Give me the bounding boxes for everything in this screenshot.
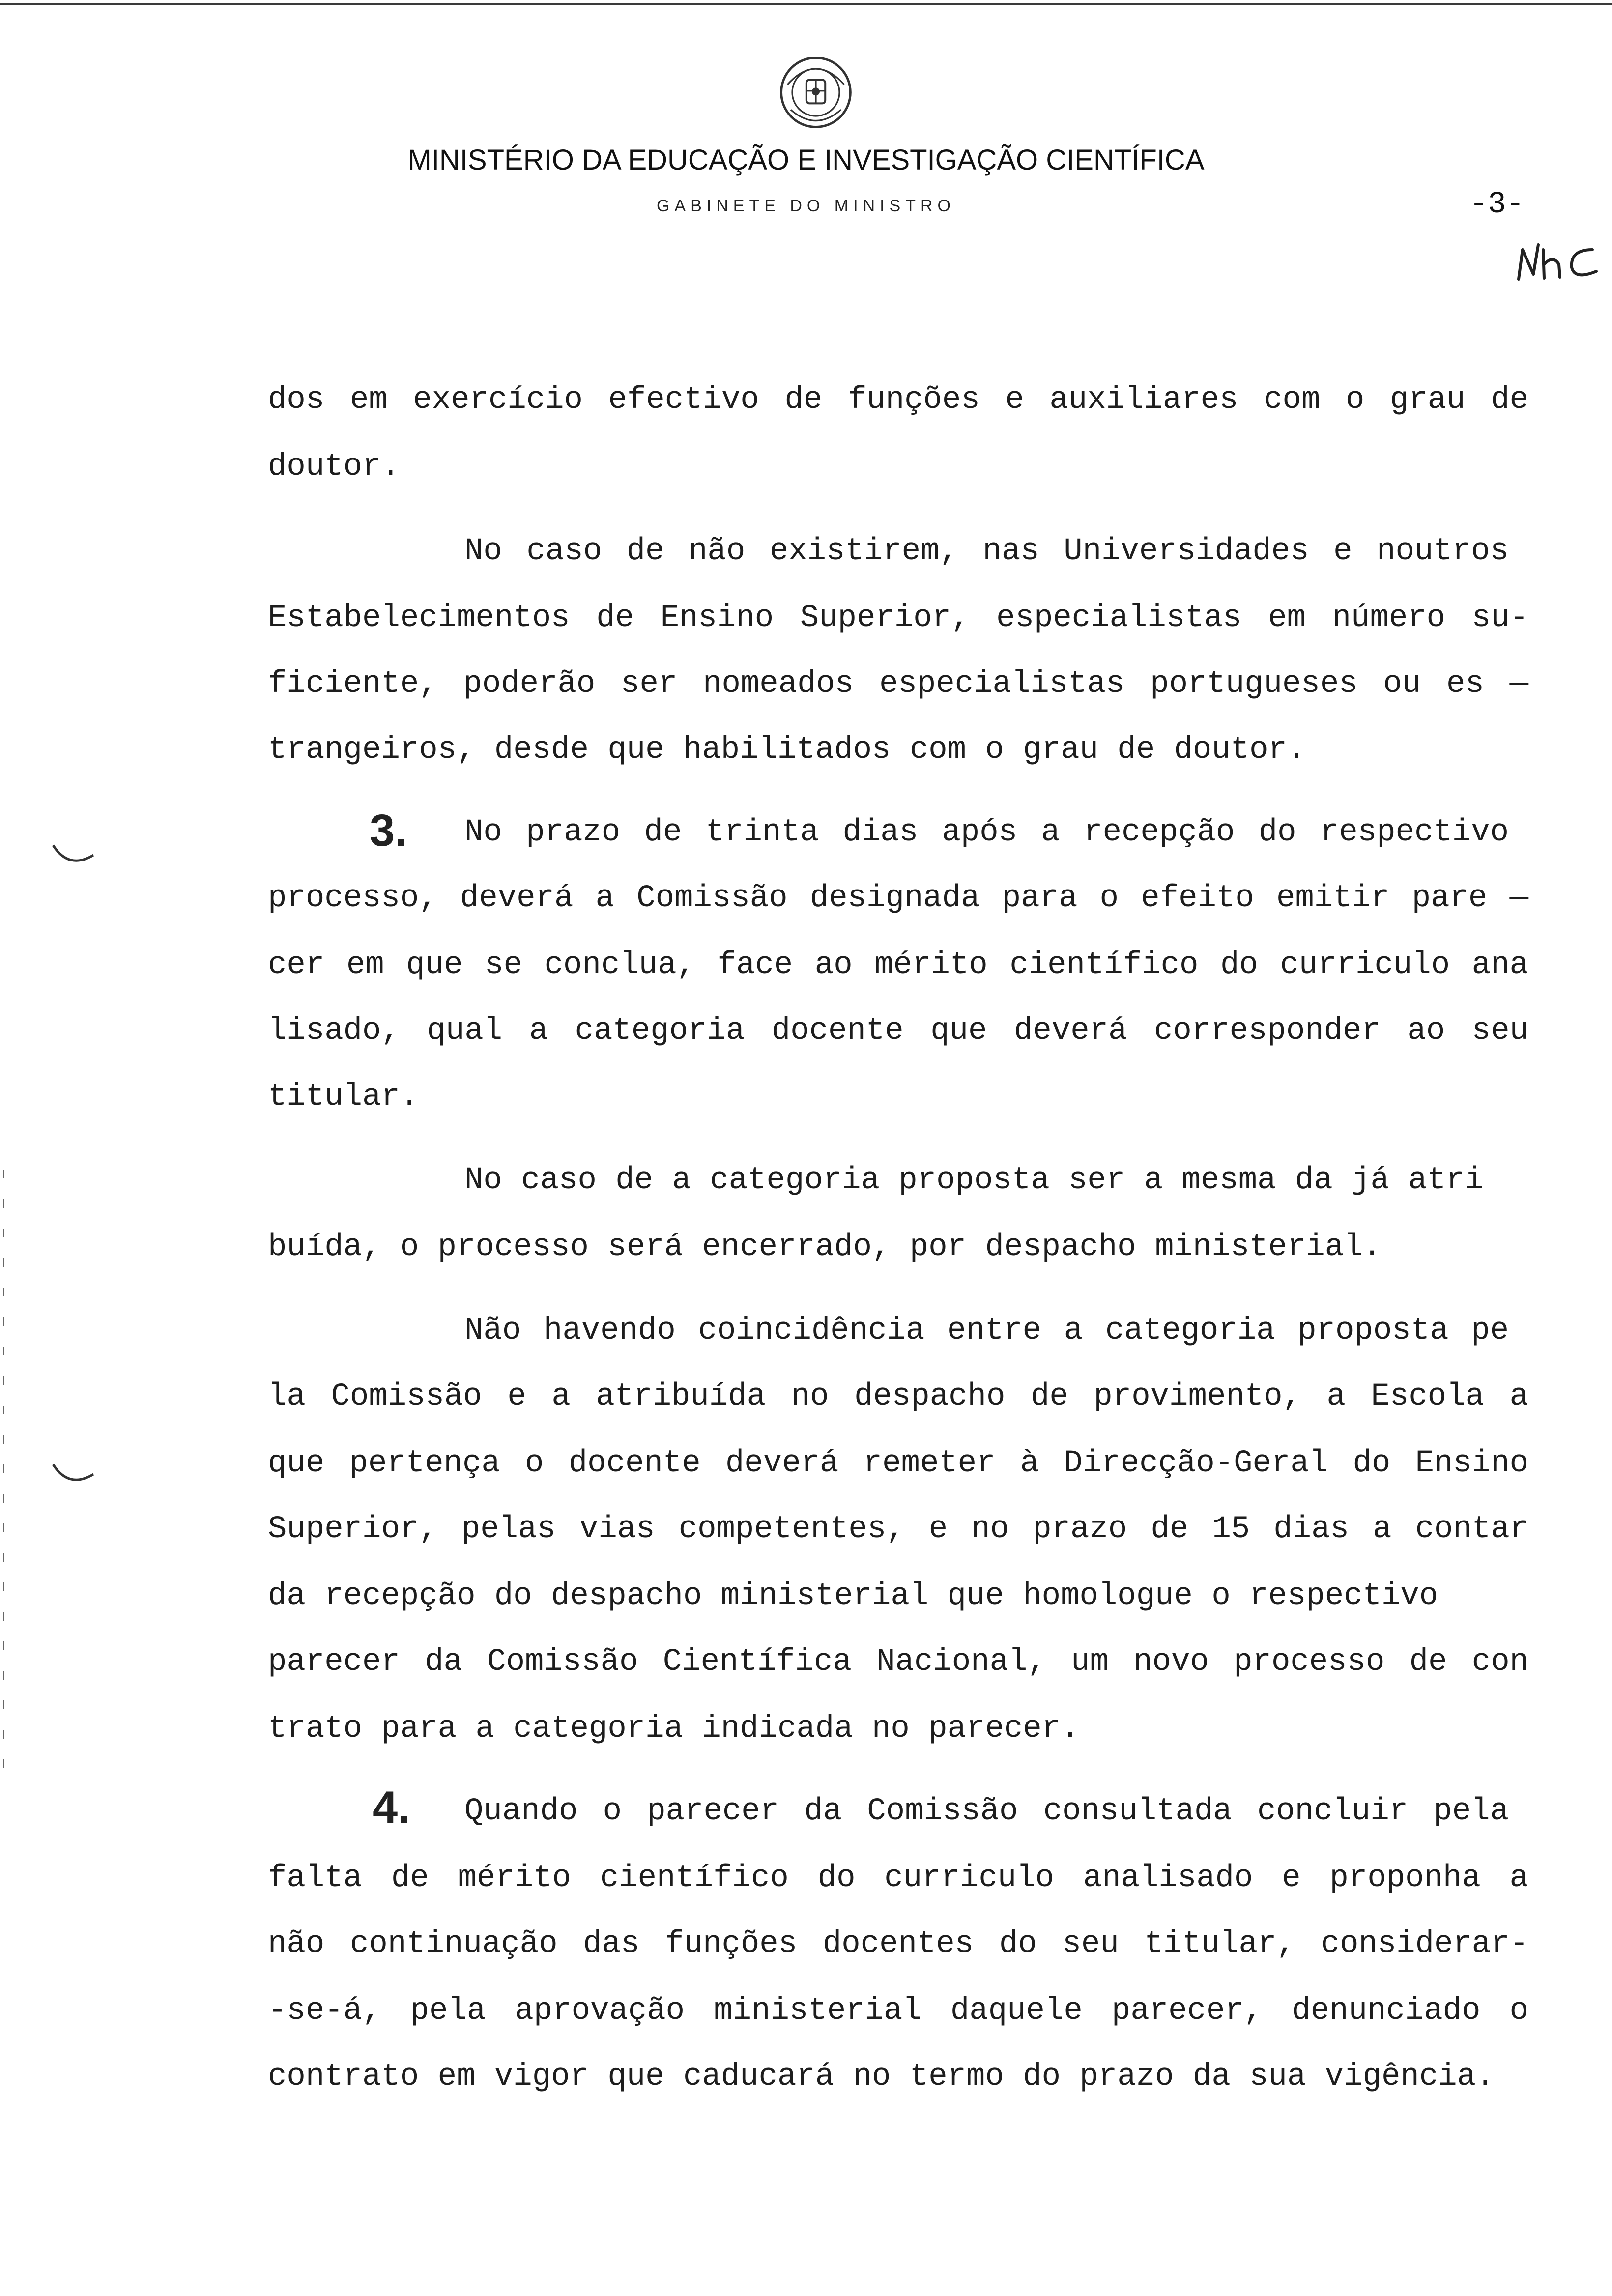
margin-binding-mark	[3, 1170, 4, 1784]
text-line: não continuação das funções docentes do seu titular, considerar-	[268, 1926, 1528, 1962]
text-line: No caso de a categoria proposta ser a mesma da já atri	[464, 1163, 1484, 1198]
margin-curve-mark	[49, 1455, 98, 1494]
text-line: lisado, qual a categoria docente que deverá corresponder ao seu	[268, 1013, 1528, 1049]
text-line: titular.	[268, 1079, 419, 1115]
text-line: da recepção do despacho ministerial que homologue o respectivo	[268, 1578, 1439, 1614]
text-line: cer em que se conclua, face ao mérito científico do curriculo ana	[268, 947, 1528, 983]
text-line: No caso de não existirem, nas Universidades e noutros	[464, 534, 1509, 569]
ministry-name: MINISTÉRIO DA EDUCAÇÃO E INVESTIGAÇÃO CIENTÍFICA	[407, 144, 1205, 176]
text-line: falta de mérito científico do curriculo analisado e proponha a	[268, 1861, 1528, 1896]
text-line: No prazo de trinta dias após a recepção do respectivo	[464, 815, 1509, 850]
text-line: Superior, pelas vias competentes, e no prazo de 15 dias a contar	[268, 1512, 1528, 1547]
item-number: 4.	[373, 1782, 410, 1833]
text-line: dos em exercício efectivo de funções e auxiliares com o grau de	[268, 382, 1528, 418]
text-line: doutor.	[268, 449, 400, 485]
text-line: Quando o parecer da Comissão consultada concluir pela	[464, 1794, 1509, 1829]
item-number: 3.	[370, 805, 407, 856]
text-line: Não havendo coincidência entre a categoria proposta pe	[464, 1313, 1509, 1349]
text-line: -se-á, pela aprovação ministerial daquele parecer, denunciado o	[268, 1993, 1528, 2029]
text-line: contrato em vigor que caducará no termo do prazo da sua vigência.	[268, 2059, 1495, 2095]
coat-of-arms-icon	[777, 53, 855, 132]
text-line: buída, o processo será encerrado, por despacho ministerial.	[268, 1230, 1382, 1265]
text-line: processo, deverá a Comissão designada para o efeito emitir pare —	[268, 881, 1528, 916]
top-rule	[0, 3, 1612, 5]
text-line: parecer da Comissão Científica Nacional, um novo processo de con	[268, 1644, 1528, 1680]
cabinet-name: GABINETE DO MINISTRO	[656, 197, 956, 215]
text-line: ficiente, poderão ser nomeados especialistas portugueses ou es —	[268, 666, 1528, 702]
text-line: que pertença o docente deverá remeter à Direcção-Geral do Ensino	[268, 1446, 1528, 1481]
text-line: trangeiros, desde que habilitados com o grau de doutor.	[268, 732, 1306, 768]
text-line: trato para a categoria indicada no parecer.	[268, 1711, 1080, 1747]
text-line: la Comissão e a atribuída no despacho de provimento, a Escola a	[268, 1379, 1528, 1414]
page-number: -3-	[1469, 187, 1525, 222]
text-line: Estabelecimentos de Ensino Superior, especialistas em número su-	[268, 601, 1528, 636]
handwritten-initials	[1514, 235, 1602, 289]
margin-curve-mark	[49, 835, 98, 875]
